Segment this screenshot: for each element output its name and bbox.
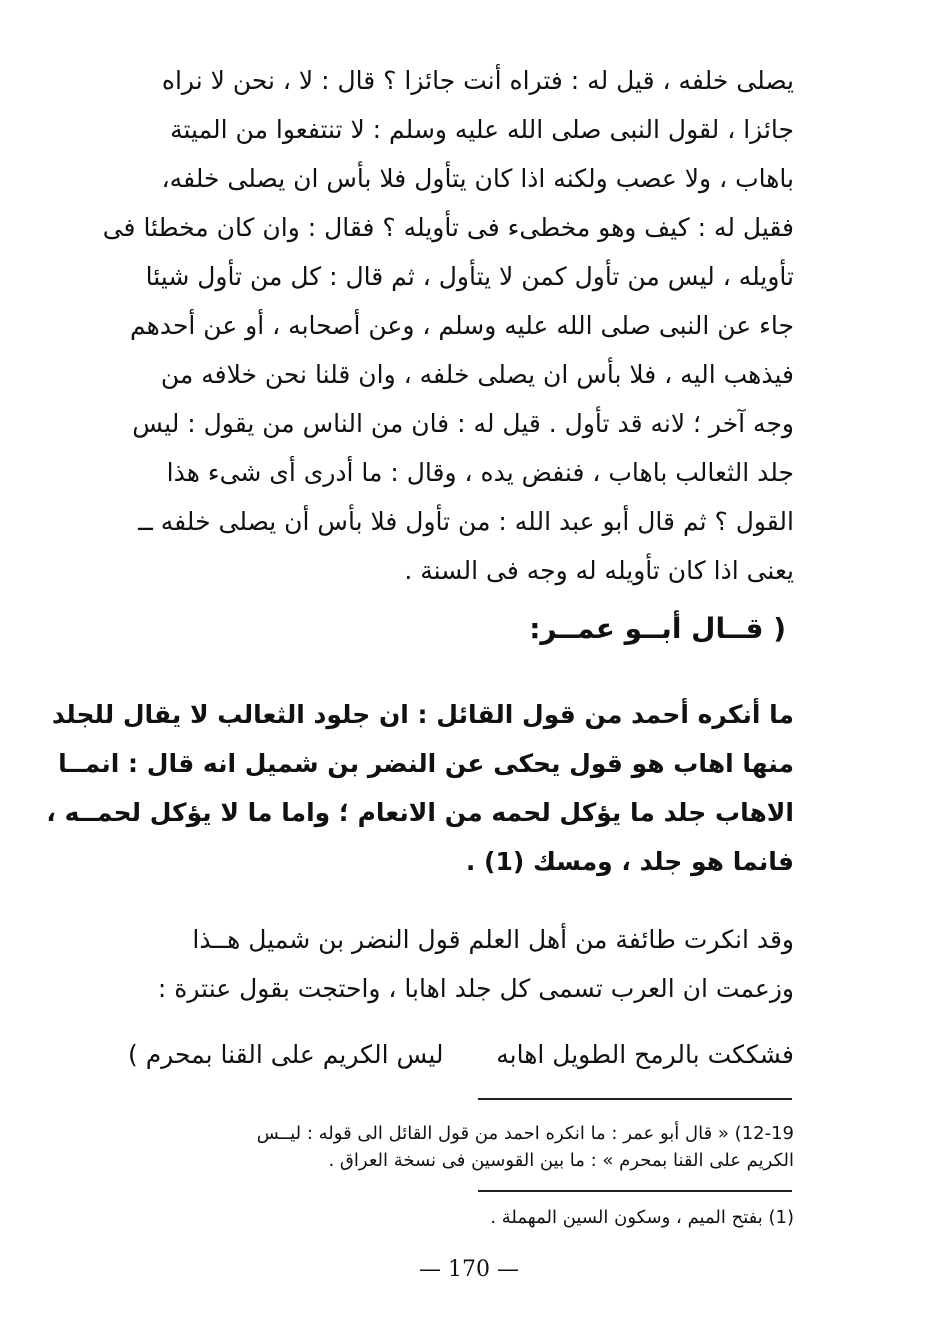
- text-line: القول ؟ ثم قال أبو عبد الله : من تأول فلا بأس أن يصلى خلفه ــ: [138, 507, 794, 536]
- text-line: فقيل له : كيف وهو مخطىء فى تأويله ؟ فقال : وان كان مخطئا فى: [102, 213, 794, 242]
- section-heading: ( قــال أبــو عمــر:: [529, 612, 786, 645]
- paragraph-3: [128, 915, 794, 1013]
- paragraph-2: [46, 690, 794, 886]
- footnote-line: 12-19) « قال أبو عمر : ما انكره احمد من قول القائل الى قوله : ليــس: [256, 1123, 794, 1144]
- text-line: منها اهاب هو قول يحكى عن النضر بن شميل انه قال : انمــا: [58, 749, 794, 778]
- poetry-verse: [128, 1030, 794, 1079]
- footnote-divider: [478, 1098, 792, 1100]
- text-line: فيذهب اليه ، فلا بأس ان يصلى خلفه ، وان قلنا نحن خلافه من: [160, 360, 794, 389]
- text-line: وزعمت ان العرب تسمى كل جلد اهابا ، واحتجت بقول عنترة :: [157, 974, 794, 1003]
- text-line: وجه آخر ؛ لانه قد تأول . قيل له : فان من الناس من يقول : ليس: [132, 409, 794, 438]
- verse-second-hemistich: ليس الكريم على القنا بمحرم ): [128, 1040, 444, 1069]
- paragraph-1: [102, 56, 794, 595]
- text-line: جاء عن النبى صلى الله عليه وسلم ، وعن أصحابه ، أو عن أحدهم: [130, 311, 794, 340]
- page-number: — 170 —: [419, 1257, 519, 1282]
- text-line: جلد الثعالب باهاب ، فنفض يده ، وقال : ما أدرى أى شىء هذا: [166, 458, 794, 487]
- text-line: يصلى خلفه ، قيل له : فتراه أنت جائزا ؟ قال : لا ، نحن لا نراه: [161, 66, 794, 95]
- text-line: باهاب ، ولا عصب ولكنه اذا كان يتأول فلا بأس ان يصلى خلفه،: [161, 164, 794, 193]
- text-line: الاهاب جلد ما يؤكل لحمه من الانعام ؛ واما ما لا يؤكل لحمــه ،: [46, 798, 794, 827]
- text-line: وقد انكرت طائفة من أهل العلم قول النضر بن شميل هــذا: [192, 925, 794, 954]
- text-line: فانما هو جلد ، ومسك (1) .: [465, 847, 794, 876]
- text-line: ما أنكره أحمد من قول القائل : ان جلود الثعالب لا يقال للجلد: [51, 700, 794, 729]
- footnote-divider: [478, 1190, 792, 1192]
- footnote-2: (1) بفتح الميم ، وسكون السين المهملة .: [490, 1207, 794, 1228]
- text-line: تأويله ، ليس من تأول كمن لا يتأول ، ثم قال : كل من تأول شيئا: [145, 262, 794, 291]
- text-line: يعنى اذا كان تأويله له وجه فى السنة .: [404, 556, 794, 585]
- text-line: جائزا ، لقول النبى صلى الله عليه وسلم : لا تنتفعوا من الميتة: [170, 115, 794, 144]
- verse-first-hemistich: فشككت بالرمح الطويل اهابه: [496, 1040, 794, 1069]
- footnote-1: [128, 1120, 794, 1174]
- footnote-line: الكريم على القنا بمحرم » : ما بين القوسين فى نسخة العراق .: [328, 1150, 794, 1171]
